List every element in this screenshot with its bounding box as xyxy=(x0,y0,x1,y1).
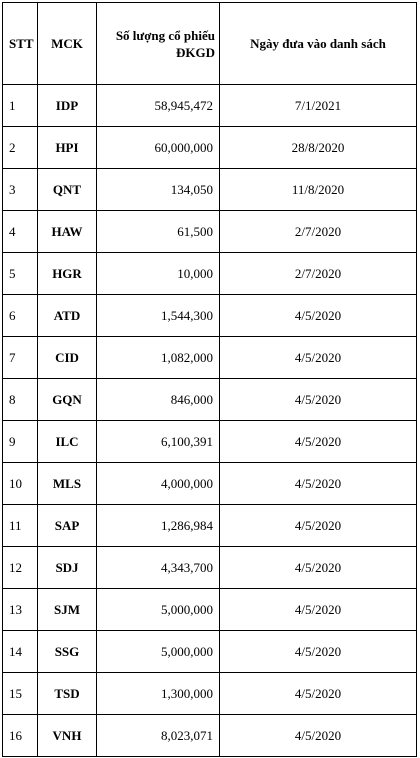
cell-date: 4/5/2020 xyxy=(220,421,417,463)
cell-mck: SJM xyxy=(38,589,97,631)
cell-stt: 3 xyxy=(3,169,38,211)
cell-shares: 1,300,000 xyxy=(97,673,220,715)
cell-date: 4/5/2020 xyxy=(220,295,417,337)
cell-shares: 61,500 xyxy=(97,211,220,253)
cell-stt: 10 xyxy=(3,463,38,505)
header-shares: Số lượng cổ phiếu ĐKGD xyxy=(97,3,220,85)
header-stt: STT xyxy=(3,3,38,85)
cell-mck: HPI xyxy=(38,127,97,169)
cell-stt: 9 xyxy=(3,421,38,463)
header-date: Ngày đưa vào danh sách xyxy=(220,3,417,85)
cell-date: 4/5/2020 xyxy=(220,463,417,505)
table-row xyxy=(3,715,417,757)
cell-mck: VNH xyxy=(38,715,97,757)
cell-date: 4/5/2020 xyxy=(220,505,417,547)
cell-date: 4/5/2020 xyxy=(220,337,417,379)
cell-shares: 1,544,300 xyxy=(97,295,220,337)
cell-shares: 5,000,000 xyxy=(97,631,220,673)
cell-mck: ATD xyxy=(38,295,97,337)
cell-date: 7/1/2021 xyxy=(220,85,417,127)
cell-stt: 8 xyxy=(3,379,38,421)
cell-stt: 6 xyxy=(3,295,38,337)
cell-mck: SAP xyxy=(38,505,97,547)
cell-date: 2/7/2020 xyxy=(220,253,417,295)
cell-stt: 12 xyxy=(3,547,38,589)
cell-shares: 6,100,391 xyxy=(97,421,220,463)
cell-stt: 15 xyxy=(3,673,38,715)
cell-shares: 4,343,700 xyxy=(97,547,220,589)
cell-shares: 846,000 xyxy=(97,379,220,421)
cell-shares: 10,000 xyxy=(97,253,220,295)
cell-mck: QNT xyxy=(38,169,97,211)
stock-list-table xyxy=(2,2,417,757)
table-row xyxy=(3,211,417,253)
table-row xyxy=(3,85,417,127)
cell-mck: HGR xyxy=(38,253,97,295)
table-row xyxy=(3,547,417,589)
table-row xyxy=(3,421,417,463)
cell-mck: SSG xyxy=(38,631,97,673)
cell-mck: SDJ xyxy=(38,547,97,589)
cell-stt: 4 xyxy=(3,211,38,253)
cell-date: 2/7/2020 xyxy=(220,211,417,253)
cell-date: 4/5/2020 xyxy=(220,379,417,421)
table-row xyxy=(3,631,417,673)
table-row xyxy=(3,379,417,421)
cell-stt: 2 xyxy=(3,127,38,169)
header-row xyxy=(3,3,417,85)
cell-stt: 1 xyxy=(3,85,38,127)
cell-shares: 4,000,000 xyxy=(97,463,220,505)
cell-mck: HAW xyxy=(38,211,97,253)
table-row xyxy=(3,463,417,505)
cell-date: 4/5/2020 xyxy=(220,547,417,589)
cell-shares: 134,050 xyxy=(97,169,220,211)
cell-shares: 1,082,000 xyxy=(97,337,220,379)
table-row xyxy=(3,673,417,715)
header-mck: MCK xyxy=(38,3,97,85)
cell-date: 4/5/2020 xyxy=(220,631,417,673)
table-row xyxy=(3,295,417,337)
cell-mck: TSD xyxy=(38,673,97,715)
cell-shares: 60,000,000 xyxy=(97,127,220,169)
table-row xyxy=(3,169,417,211)
cell-stt: 11 xyxy=(3,505,38,547)
cell-mck: MLS xyxy=(38,463,97,505)
cell-mck: IDP xyxy=(38,85,97,127)
cell-mck: CID xyxy=(38,337,97,379)
cell-date: 4/5/2020 xyxy=(220,589,417,631)
cell-date: 4/5/2020 xyxy=(220,715,417,757)
cell-mck: ILC xyxy=(38,421,97,463)
cell-date: 4/5/2020 xyxy=(220,673,417,715)
cell-shares: 8,023,071 xyxy=(97,715,220,757)
cell-shares: 1,286,984 xyxy=(97,505,220,547)
table-row xyxy=(3,337,417,379)
cell-stt: 16 xyxy=(3,715,38,757)
cell-mck: GQN xyxy=(38,379,97,421)
table-row xyxy=(3,127,417,169)
cell-stt: 5 xyxy=(3,253,38,295)
cell-date: 28/8/2020 xyxy=(220,127,417,169)
cell-stt: 13 xyxy=(3,589,38,631)
table-row xyxy=(3,253,417,295)
table-body xyxy=(3,85,417,757)
table-row xyxy=(3,589,417,631)
cell-shares: 58,945,472 xyxy=(97,85,220,127)
cell-stt: 14 xyxy=(3,631,38,673)
cell-stt: 7 xyxy=(3,337,38,379)
table-header xyxy=(3,3,417,85)
table-row xyxy=(3,505,417,547)
cell-shares: 5,000,000 xyxy=(97,589,220,631)
cell-date: 11/8/2020 xyxy=(220,169,417,211)
